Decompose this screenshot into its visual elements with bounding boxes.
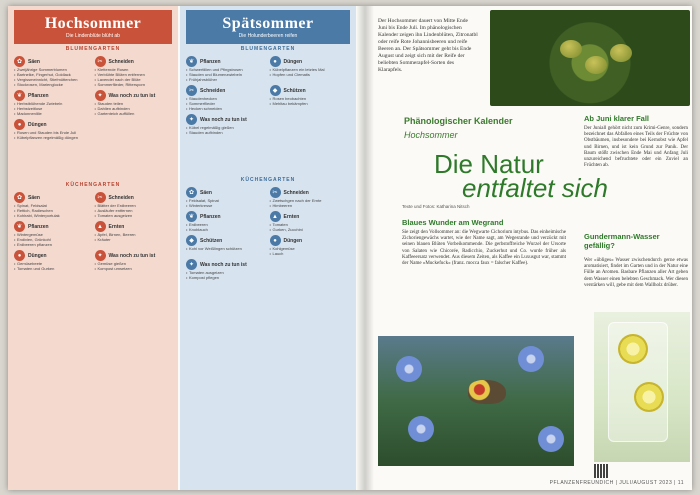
list-item: • Sommerflieder <box>186 101 267 106</box>
block <box>14 250 92 271</box>
block-title: Was noch zu tun ist <box>200 262 247 268</box>
item-list <box>14 261 92 271</box>
item-list <box>270 198 351 208</box>
season-subtitle: Die Lindenblüte blüht ab <box>66 33 120 39</box>
watering-can-icon: ✦ <box>95 250 106 261</box>
block <box>186 114 267 135</box>
block-title: Schneiden <box>200 88 226 94</box>
scissors-icon: ✂ <box>270 187 281 198</box>
item-list <box>186 270 267 280</box>
list-item: • Herbstzeitlose <box>14 106 92 111</box>
list-item: • Tomaten ausgeizen <box>186 270 267 275</box>
block <box>186 235 267 256</box>
section-heading: Gundermann-Wasser gefällig? <box>584 232 660 250</box>
chicory-flower <box>396 356 422 382</box>
block <box>95 250 173 271</box>
magazine-spread <box>8 6 692 490</box>
block-title: Düngen <box>28 122 47 128</box>
shield-icon: ◆ <box>270 85 281 96</box>
list-item: • Kübelpflanzen regelmäßig düngen <box>14 135 92 140</box>
fruit-tree-photo <box>490 10 690 106</box>
section-body: Sie zeigt den Vollsommer an: die Wegwarte Cichorium intybus. Das einheimische Zichoriengewächs wartet, wie der Name sagt, am Wegesrande und verzückt mit seinen blauen Blüten Vorbeikommende. Die gerbstoffreiche Wurzel der Ursorte von Salaten wie Chicorée, Radicchio, Zuckerhut und Co. wurde früher als Kaffeeersatz verwendet. Aus diesem Zeiten, als Kaffee ein Luxusgut war, stammt der Name »Muckefuck« (franz. mocca faux = falscher Kaffee). <box>402 230 566 267</box>
block-title: Was noch zu tun ist <box>200 117 247 123</box>
block-title: Ernten <box>108 224 125 230</box>
section-body: Der Juniall gehört nicht zum Krimi-Genre, sondern bezeichnet das Abfallen eines Teils der Früchte von Obstbäumen, insbesondere bei Kernobst wie Apfel und Birnen, und ist kein Grund zur Panik. Der Baum stößt zwischen Ende Mai und Anfang Juli unzureichend befruchtete oder ein Zuviel an Früchten ab. <box>584 126 688 169</box>
list-item: • Frühjahrsblüher <box>186 77 267 82</box>
block-title: Pflanzen <box>28 224 49 230</box>
item-list <box>95 67 173 87</box>
list-item: • Ausläufer entfernen <box>95 208 173 213</box>
fertilizer-icon: ● <box>270 235 281 246</box>
kuechengarten-grid <box>14 192 172 271</box>
watering-can-icon: ✦ <box>95 90 106 101</box>
block <box>186 259 267 280</box>
list-item: • Kompost pflegen <box>186 275 267 280</box>
list-item: • Äpfel, Birnen, Beeren <box>95 232 173 237</box>
scissors-icon: ✂ <box>95 56 106 67</box>
block-title: Ernten <box>283 214 300 220</box>
list-item: • Kübel regelmäßig gießen <box>186 125 267 130</box>
block-title: Schneiden <box>283 190 309 196</box>
item-list <box>186 125 267 135</box>
list-item: • Schwertlilien und Pfingstrosen <box>186 67 267 72</box>
goldfinch-bird <box>468 380 506 404</box>
item-list <box>95 203 173 218</box>
chicory-flower <box>538 426 564 452</box>
item-list <box>186 67 267 82</box>
section-heading: Ab Juni klarer Fall <box>584 114 650 123</box>
item-list <box>186 96 267 111</box>
list-item: • Zweijährige Sommerblumen <box>14 67 92 72</box>
block <box>14 90 92 116</box>
blumengarten-grid <box>14 56 172 140</box>
block-title: Schneiden <box>108 195 134 201</box>
block <box>270 211 351 232</box>
item-list <box>95 232 173 242</box>
block <box>270 56 351 82</box>
block <box>14 56 92 87</box>
article-headline <box>434 149 608 203</box>
watering-can-icon: ✦ <box>186 259 197 270</box>
list-item: • Winterkresse <box>186 203 267 208</box>
chicory-flower <box>408 416 434 442</box>
list-item: • Knoblauch <box>186 227 267 232</box>
block <box>270 235 351 256</box>
band-kuechengarten: KÜCHENGARTEN <box>240 177 296 183</box>
list-item: • Madonnenlilie <box>14 111 92 116</box>
item-list <box>270 222 351 232</box>
block-title: Säen <box>28 59 40 65</box>
list-item: • Verblühte Blüten entfernen <box>95 72 173 77</box>
fertilizer-icon: ● <box>14 250 25 261</box>
block-title: Säen <box>200 190 212 196</box>
block-title: Schützen <box>200 238 223 244</box>
decorative-flowers <box>186 135 350 175</box>
block-title: Was noch zu tun ist <box>108 93 156 99</box>
list-item: • Stauden teilen <box>95 101 173 106</box>
block <box>186 211 267 232</box>
item-list <box>270 67 351 77</box>
section-heading: Blaues Wunder am Wegrand <box>402 218 504 227</box>
list-item: • Sommerflieder, Rittersporn <box>95 82 173 87</box>
item-list <box>186 198 267 208</box>
page-footer: PFLANZENFREUNDICH | JULI/AUGUST 2023 | 11 <box>549 480 684 486</box>
shield-icon: ◆ <box>186 235 197 246</box>
list-item: • Erdbeeren pflanzen <box>14 242 92 247</box>
plant-icon: ❦ <box>14 221 25 232</box>
kuechengarten-grid <box>186 187 350 280</box>
list-item: • Rosen beobachten <box>270 96 351 101</box>
apple-fruit <box>560 40 582 58</box>
season-subtitle: Die Holunderbeeren reifen <box>238 33 298 39</box>
headline-line-1: Die Natur <box>434 149 544 179</box>
list-item: • Hecken schneiden <box>186 106 267 111</box>
lemon-slice <box>634 382 664 412</box>
apple-fruit <box>610 44 632 62</box>
block <box>14 192 92 218</box>
item-list <box>270 96 351 106</box>
block <box>95 192 173 218</box>
block-title: Pflanzen <box>200 214 221 220</box>
fertilizer-icon: ● <box>270 56 281 67</box>
section-body: Wer »übliges« Wasser zwischendurch gerne etwas aromatisiert, findet im Garten und in der Natur eine Fülle an Aromen. Basbare Pflanzen aller Art geben dem Wasser einen belebten Geschmack. Wer diesen verstärken will, gebe mit dem Wallholz drüber. <box>584 258 688 288</box>
intro-text: Der Hochsommer dauert von Mitte Ende Juni bis Ende Juli. Im phänologischen Kalender zeigen ihn Lindenblüten, Zitronatbl oder reife Rote Johannisbeeren und reife Beeren an. Der Spätsommer geht bis Ende August und zeigt sich mit der Reife der beliebten Sommerapfel-Sorten des Klarapfels. <box>378 18 478 73</box>
item-list <box>95 101 173 116</box>
seed-icon: ✿ <box>186 187 197 198</box>
block-title: Was noch zu tun ist <box>108 253 156 259</box>
item-list <box>14 101 92 116</box>
block <box>186 187 267 208</box>
item-list <box>270 246 351 256</box>
list-item: • Kohlrabi, Winterportulak <box>14 213 92 218</box>
block <box>270 187 351 208</box>
item-list <box>14 232 92 247</box>
list-item: • Gemüse gießen <box>95 261 173 266</box>
band-blumengarten: BLUMENGARTEN <box>240 46 296 52</box>
list-item: • Staudenhecken <box>186 96 267 101</box>
kicker: Phänologischer Kalender <box>404 116 513 126</box>
list-item: • Lavendel nach der Blüte <box>95 77 173 82</box>
band-kuechengarten: KÜCHENGARTEN <box>65 182 121 188</box>
list-item: • Tomaten ausgeizen <box>95 213 173 218</box>
band-blumengarten: BLUMENGARTEN <box>65 46 121 52</box>
block-title: Düngen <box>283 238 303 244</box>
chicory-flower <box>518 346 544 372</box>
seed-icon: ✿ <box>14 192 25 203</box>
plant-icon: ❦ <box>186 211 197 222</box>
list-item: • Kübelpflanzen ein letztes Mal <box>270 67 351 72</box>
basket-icon: ▲ <box>270 211 281 222</box>
fertilizer-icon: ● <box>14 119 25 130</box>
list-item: • Himbeeren <box>270 203 351 208</box>
block <box>186 56 267 82</box>
item-list <box>14 67 92 87</box>
list-item: • Kohlgemüse <box>270 246 351 251</box>
block-title: Säen <box>28 195 40 201</box>
list-item: • Kohl vor Weißlingen schützen <box>186 246 267 251</box>
list-item: • Lauch <box>270 251 351 256</box>
blumengarten-grid <box>186 56 350 135</box>
block-title: Pflanzen <box>200 59 221 65</box>
list-item: • Gemüsebeete <box>14 261 92 266</box>
season-title: Spätsommer <box>222 15 314 32</box>
spaetsommer-column <box>180 6 356 490</box>
apple-fruit <box>585 56 607 74</box>
item-list <box>186 222 267 232</box>
list-item: • Vergissmeinnicht, Stiefmütterchen <box>14 77 92 82</box>
wegwarte-goldfinch-photo <box>378 336 574 466</box>
headline-line-2: entfaltet sich <box>462 173 608 203</box>
lemon-slice <box>618 334 648 364</box>
list-item: • Kräuter <box>95 237 173 242</box>
item-list <box>14 130 92 140</box>
block <box>186 85 267 111</box>
block <box>14 221 92 247</box>
lemon-water-photo <box>594 312 690 462</box>
list-item: • Rettich, Radieschen <box>14 208 92 213</box>
list-item: • Erdbeeren <box>186 222 267 227</box>
scissors-icon: ✂ <box>186 85 197 96</box>
block-title: Pflanzen <box>28 93 49 99</box>
item-list <box>14 203 92 218</box>
plant-icon: ❦ <box>186 56 197 67</box>
decorative-flowers <box>14 140 172 180</box>
article-page <box>374 6 692 490</box>
list-item: • Tomaten <box>270 222 351 227</box>
kicker-sub: Hochsommer <box>404 130 458 140</box>
block-title: Düngen <box>283 59 303 65</box>
list-item: • Hopfen und Clematis <box>270 72 351 77</box>
block-title: Schneiden <box>108 59 134 65</box>
hochsommer-header <box>14 10 172 44</box>
list-item: • Bartnelke, Fingerhut, Goldlack <box>14 72 92 77</box>
list-item: • Stockrosen, Marienglocke <box>14 82 92 87</box>
block <box>95 221 173 247</box>
list-item: • Endivien, Grünkohl <box>14 237 92 242</box>
list-item: • Kletternde Rosen <box>95 67 173 72</box>
block-title: Schützen <box>283 88 306 94</box>
list-item: • Feldsalat, Spinat <box>186 198 267 203</box>
hochsommer-column <box>8 6 178 490</box>
list-item: • Rosen und Stauden bis Ende Juli <box>14 130 92 135</box>
byline: Texte und Fotos: Katharina Nitsch <box>402 204 470 209</box>
list-item: • Mehltau bekämpfen <box>270 101 351 106</box>
seed-icon: ✿ <box>14 56 25 67</box>
block <box>14 119 92 140</box>
list-item: • Gurken, Zucchini <box>270 227 351 232</box>
list-item: • Blätter der Erdbeeren <box>95 203 173 208</box>
plant-icon: ❦ <box>14 90 25 101</box>
list-item: • Zwetschgen nach der Ernte <box>270 198 351 203</box>
list-item: • Wintergemüse <box>14 232 92 237</box>
block <box>95 90 173 116</box>
spaetsommer-header <box>186 10 350 44</box>
scissors-icon: ✂ <box>95 192 106 203</box>
basket-icon: ▲ <box>95 221 106 232</box>
watering-can-icon: ✦ <box>186 114 197 125</box>
block <box>95 56 173 87</box>
item-list <box>186 246 267 251</box>
page-gutter <box>356 6 374 490</box>
list-item: • Gartenteich auffüllen <box>95 111 173 116</box>
list-item: • Herbstblühende Zwiebeln <box>14 101 92 106</box>
block <box>270 85 351 111</box>
list-item: • Spinat, Feldsalat <box>14 203 92 208</box>
item-list <box>95 261 173 271</box>
list-item: • Kompost umsetzen <box>95 266 173 271</box>
qr-code[interactable] <box>594 464 608 478</box>
list-item: • Stauden aufbinden <box>186 130 267 135</box>
block-title: Düngen <box>28 253 47 259</box>
season-title: Hochsommer <box>44 15 142 32</box>
list-item: • Tomaten und Gurken <box>14 266 92 271</box>
list-item: • Dahlien aufbinden <box>95 106 173 111</box>
list-item: • Stauden und Blumenzwiebeln <box>186 72 267 77</box>
